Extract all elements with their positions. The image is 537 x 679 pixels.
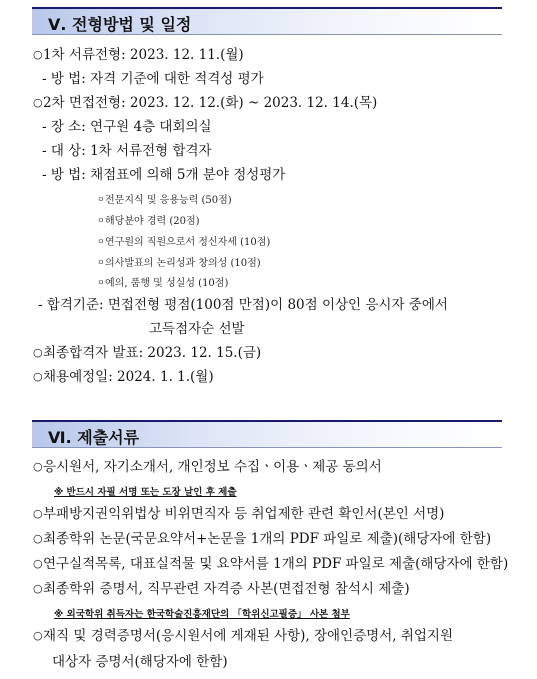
small-bullet-icon: ㅇ: [97, 216, 105, 225]
doc-application: ○응시원서, 자기소개서, 개인정보 수집ㆍ이용ㆍ제공 동의서: [33, 459, 382, 475]
criterion-item: ㅇ전문지식 및 응용능력 (50점): [97, 195, 232, 206]
section-header-documents: [32, 420, 502, 448]
first-round-text: 1차 서류전형: 2023. 12. 11.(월): [43, 47, 244, 63]
bullet-icon: ○: [33, 96, 43, 109]
first-round-line: [33, 46, 244, 64]
section-title-screening: Ⅴ. 전형방법 및 일정: [48, 15, 192, 34]
doc-thesis: ○최종학위 논문(국문요약서+논문을 1개의 PDF 파일로 제출)(해당자에 한함): [33, 531, 492, 547]
bullet-icon: ○: [33, 370, 43, 383]
bullet-icon: ○: [33, 557, 43, 570]
section-header-screening: [32, 7, 502, 35]
bullet-icon: ○: [33, 346, 43, 359]
criterion-item: ㅇ연구원의 직원으로서 정신자세 (10점): [97, 237, 271, 248]
foreign-degree-note: ※ 외국학위 취득자는 한국학술진흥재단의 「학위신고필증」 사본 첨부: [54, 609, 350, 620]
pass-criteria-line2: 고득점자순 선발: [149, 321, 245, 337]
bullet-icon: ○: [33, 507, 43, 520]
criterion-item: ㅇ예의, 품행 및 성실성 (10점): [97, 278, 229, 289]
pass-criteria-line1: - 합격기준: 면접전형 평점(100점 만점)이 80점 이상인 응시자 중에서: [38, 297, 448, 313]
bullet-icon: ○: [33, 582, 43, 595]
final-announcement-line: [33, 344, 261, 362]
doc-degree-certificate: ○최종학위 증명서, 직무관련 자격증 사본(면접전형 참석시 제출): [33, 581, 410, 597]
small-bullet-icon: ㅇ: [97, 258, 105, 267]
interview-target: - 대 상: 1차 서류전형 합격자: [42, 143, 212, 159]
interview-method: - 방 법: 채점표에 의해 5개 분야 정성평가: [42, 167, 286, 183]
small-bullet-icon: ㅇ: [97, 195, 105, 204]
hire-date-line: [33, 368, 214, 386]
doc-anticorruption: ○부패방지권익위법상 비위면직자 등 취업제한 관련 확인서(본인 서명): [33, 506, 445, 522]
small-bullet-icon: ㅇ: [97, 278, 105, 287]
criterion-item: ㅇ해당분야 경력 (20점): [97, 216, 200, 227]
second-round-line: [33, 94, 377, 112]
interview-location: - 장 소: 연구원 4층 대회의실: [42, 119, 212, 135]
bullet-icon: ○: [33, 48, 43, 61]
bullet-icon: ○: [33, 460, 43, 473]
second-round-text: 2차 면접전형: 2023. 12. 12.(화) ~ 2023. 12. 14.(목): [43, 95, 378, 111]
bullet-icon: ○: [33, 532, 43, 545]
signature-note: ※ 반드시 자필 서명 또는 도장 날인 후 제출: [54, 487, 237, 498]
small-bullet-icon: ㅇ: [97, 237, 105, 246]
criterion-item: ㅇ의사발표의 논리성과 창의성 (10점): [97, 258, 261, 269]
doc-employment-line2: 대상자 증명서(해당자에 한함): [52, 654, 228, 670]
section-title-documents: Ⅵ. 제출서류: [48, 428, 140, 447]
first-round-method: - 방 법: 자격 기준에 대한 적격성 평가: [42, 71, 264, 87]
doc-employment-line1: ○재직 및 경력증명서(응시원서에 게재된 사항), 장애인증명서, 취업지원: [33, 628, 454, 644]
bullet-icon: ○: [33, 629, 43, 642]
doc-research-list: ○연구실적목록, 대표실적물 및 요약서를 1개의 PDF 파일로 제출(해당자에 한함): [33, 556, 509, 572]
hire-date-text: 채용예정일: 2024. 1. 1.(월): [43, 369, 214, 385]
final-announcement-text: 최종합격자 발표: 2023. 12. 15.(금): [43, 345, 262, 361]
